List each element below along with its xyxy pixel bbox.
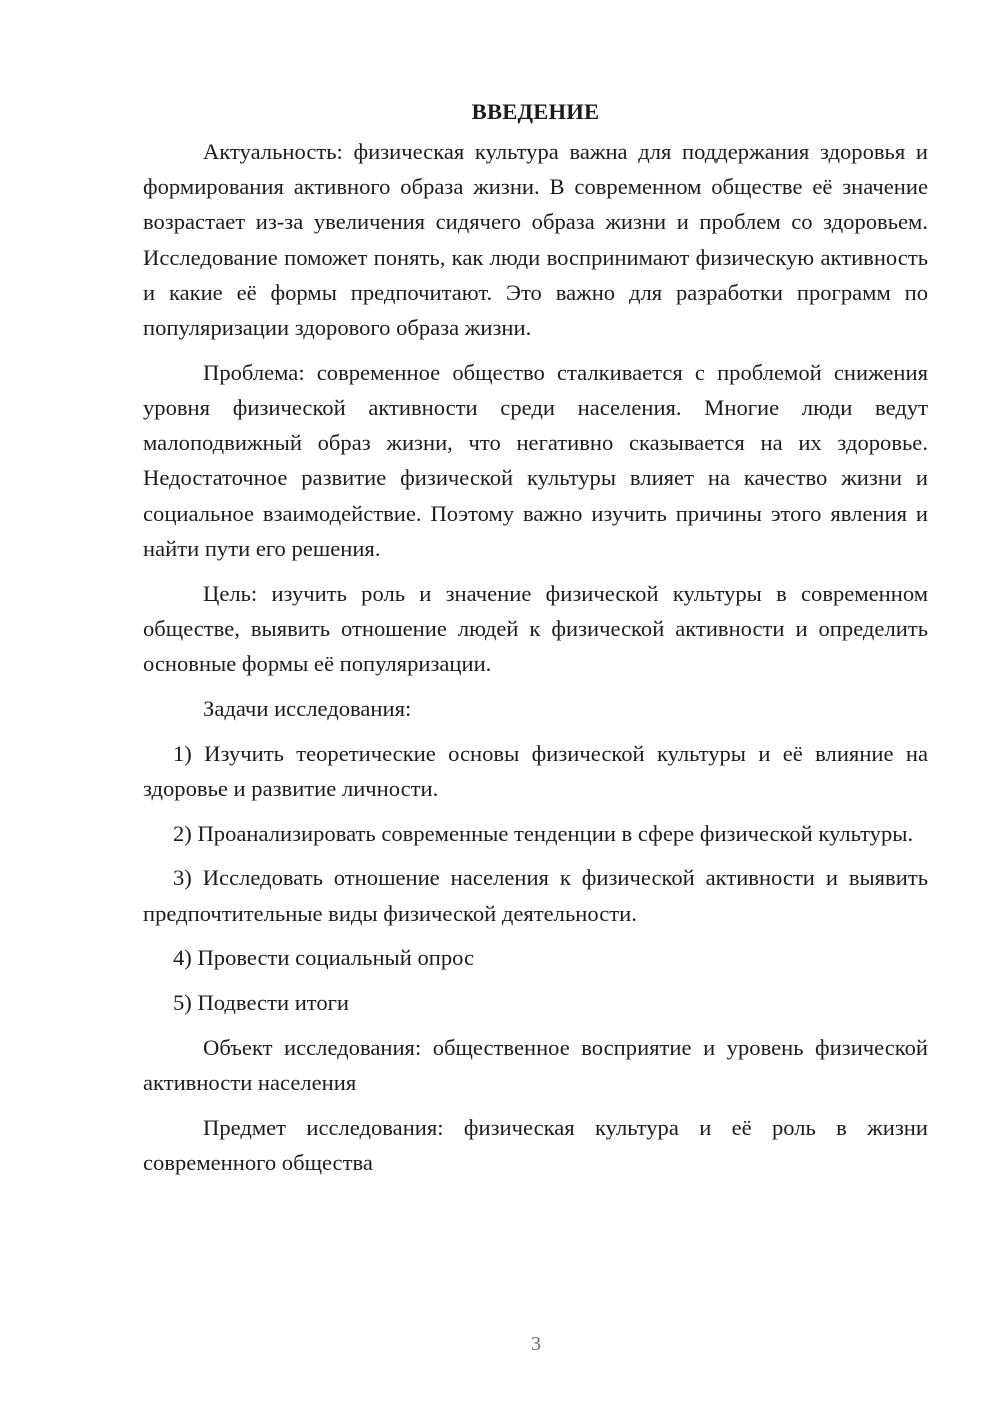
- task-item-3: 3) Исследовать отношение населения к физической активности и выявить предпочтительные виды физической деятельности.: [143, 865, 928, 926]
- problem-paragraph: Проблема: современное общество сталкивается с проблемой снижения уровня физической активности среди населения. Многие люди ведут малоподвижный образ жизни, что негативно сказывается на их здоровье. Недостаточное развитие физической культуры влияет на качество жизни и социальное взаимодействие. Поэтому важно изучить причины этого явления и найти пути его решения.: [143, 359, 928, 561]
- object-paragraph: Объект исследования: общественное восприятие и уровень физической активности населения: [143, 1035, 928, 1096]
- page-content: [143, 96, 928, 1180]
- goal-paragraph: Цель: изучить роль и значение физической культуры в современном обществе, выявить отношение людей к физической активности и определить основные формы её популяризации.: [143, 580, 928, 677]
- task-item-2: 2) Проанализировать современные тенденции в сфере физической культуры.: [173, 820, 914, 846]
- task-item-1: 1) Изучить теоретические основы физической культуры и её влияние на здоровье и развитие личности.: [143, 740, 928, 801]
- page-title: ВВЕДЕНИЕ: [471, 99, 600, 124]
- page-number: 3: [531, 1333, 541, 1355]
- subject-paragraph: Предмет исследования: физическая культура и её роль в жизни современного общества: [143, 1115, 928, 1176]
- tasks-heading: Задачи исследования:: [203, 695, 412, 721]
- task-item-4: 4) Провести социальный опрос: [173, 945, 475, 971]
- task-item-5: 5) Подвести итоги: [173, 990, 350, 1016]
- relevance-paragraph: Актуальность: физическая культура важна для поддержания здоровья и формирования активного образа жизни. В современном обществе её значение возрастает из-за увеличения сидячего образа жизни и проблем со здоровьем. Исследование поможет понять, как люди воспринимают физическую активность и какие её формы предпочитают. Это важно для разработки программ по популяризации здорового образа жизни.: [143, 139, 928, 341]
